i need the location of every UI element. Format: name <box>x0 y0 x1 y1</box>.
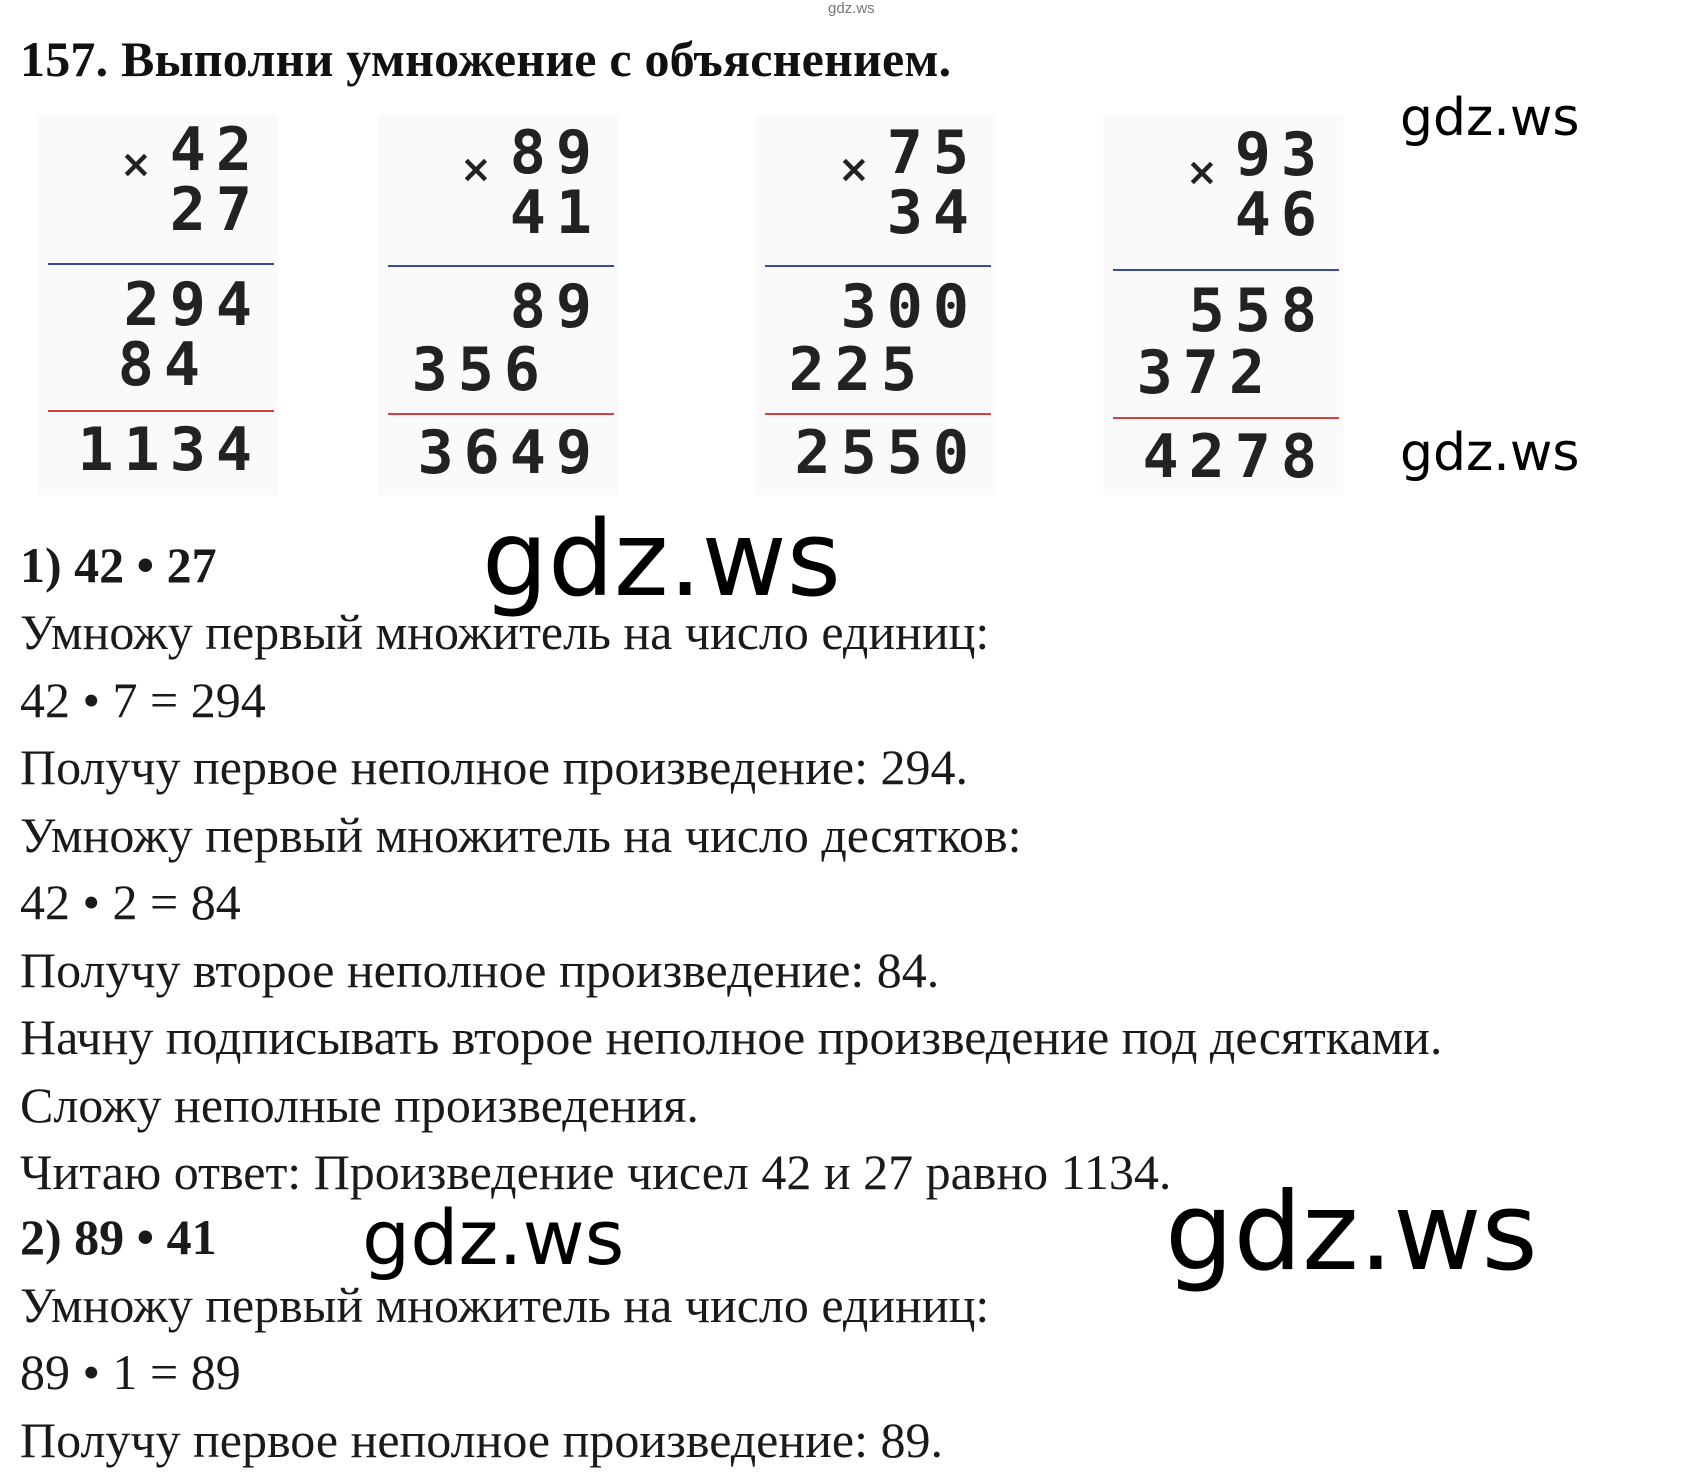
sum-line <box>1113 417 1339 419</box>
divider-line <box>765 265 991 267</box>
divider-line <box>48 263 274 265</box>
multiplicand: 93 <box>1234 120 1327 190</box>
watermark: gdz.ws <box>1400 88 1580 148</box>
partial-product-1: 300 <box>840 272 979 342</box>
multiplier: 41 <box>509 178 602 248</box>
explanation-line: Читаю ответ: Произведение чисел 42 и 27 равно 1134. <box>20 1144 1172 1200</box>
subtask-heading-1: 1) 42 • 27 <box>20 537 217 593</box>
partial-product-1: 558 <box>1188 276 1327 346</box>
explanation-line: Получу первое неполное произведение: 294. <box>20 739 968 795</box>
explanation-line: Умножу первый множитель на число единиц: <box>20 1277 990 1333</box>
site-mark-small: gdz.ws <box>828 0 875 17</box>
watermark: gdz.ws <box>1400 423 1580 483</box>
task-title: 157. Выполни умножение с объяснением. <box>20 31 952 87</box>
multiplier: 27 <box>169 175 262 245</box>
subtask-heading-2: 2) 89 • 41 <box>20 1209 217 1265</box>
partial-product-1: 89 <box>509 272 602 342</box>
explanation-line: Сложу неполные произведения. <box>20 1077 699 1133</box>
product-result: 2550 <box>794 418 979 488</box>
multiplicand: 42 <box>169 115 262 185</box>
multiplicand: 75 <box>886 118 979 188</box>
partial-product-1: 294 <box>123 270 262 340</box>
explanation-line: 42 • 7 = 294 <box>20 672 266 728</box>
sum-line <box>765 413 991 415</box>
explanation-line: 89 • 1 = 89 <box>20 1344 241 1400</box>
partial-product-2: 225 <box>788 335 927 405</box>
divider-line <box>388 265 614 267</box>
explanation-line: Начну подписывать второе неполное произведение под десятками. <box>20 1009 1443 1065</box>
partial-product-2: 84 <box>117 330 210 400</box>
partial-product-2: 372 <box>1136 338 1275 408</box>
multiplication-problem-4 <box>1103 115 1343 495</box>
explanation-line: Умножу первый множитель на число десятков: <box>20 807 1022 863</box>
product-result: 4278 <box>1142 422 1327 492</box>
multiply-sign-icon: × <box>1186 150 1218 194</box>
multiply-sign-icon: × <box>460 147 492 191</box>
watermark: gdz.ws <box>362 1193 625 1282</box>
divider-line <box>1113 269 1339 271</box>
watermark: gdz.ws <box>1165 1170 1538 1295</box>
partial-product-2: 356 <box>411 335 550 405</box>
multiplier: 46 <box>1234 180 1327 250</box>
multiply-sign-icon: × <box>120 142 152 186</box>
column-multiplication-problems <box>0 0 1703 490</box>
explanation-line: Получу второе неполное произведение: 84. <box>20 942 940 998</box>
multiplication-problem-3 <box>755 115 995 495</box>
multiplier: 34 <box>886 178 979 248</box>
multiply-sign-icon: × <box>838 147 870 191</box>
product-result: 1134 <box>77 415 262 485</box>
sum-line <box>48 410 274 412</box>
explanation-line: Умножу первый множитель на число единиц: <box>20 604 990 660</box>
explanation-line: Получу первое неполное произведение: 89. <box>20 1412 943 1468</box>
multiplicand: 89 <box>509 118 602 188</box>
product-result: 3649 <box>417 418 602 488</box>
sum-line <box>388 413 614 415</box>
multiplication-problem-1 <box>38 115 278 495</box>
explanation-line: 42 • 2 = 84 <box>20 874 241 930</box>
watermark: gdz.ws <box>482 498 841 620</box>
multiplication-problem-2 <box>378 115 618 495</box>
